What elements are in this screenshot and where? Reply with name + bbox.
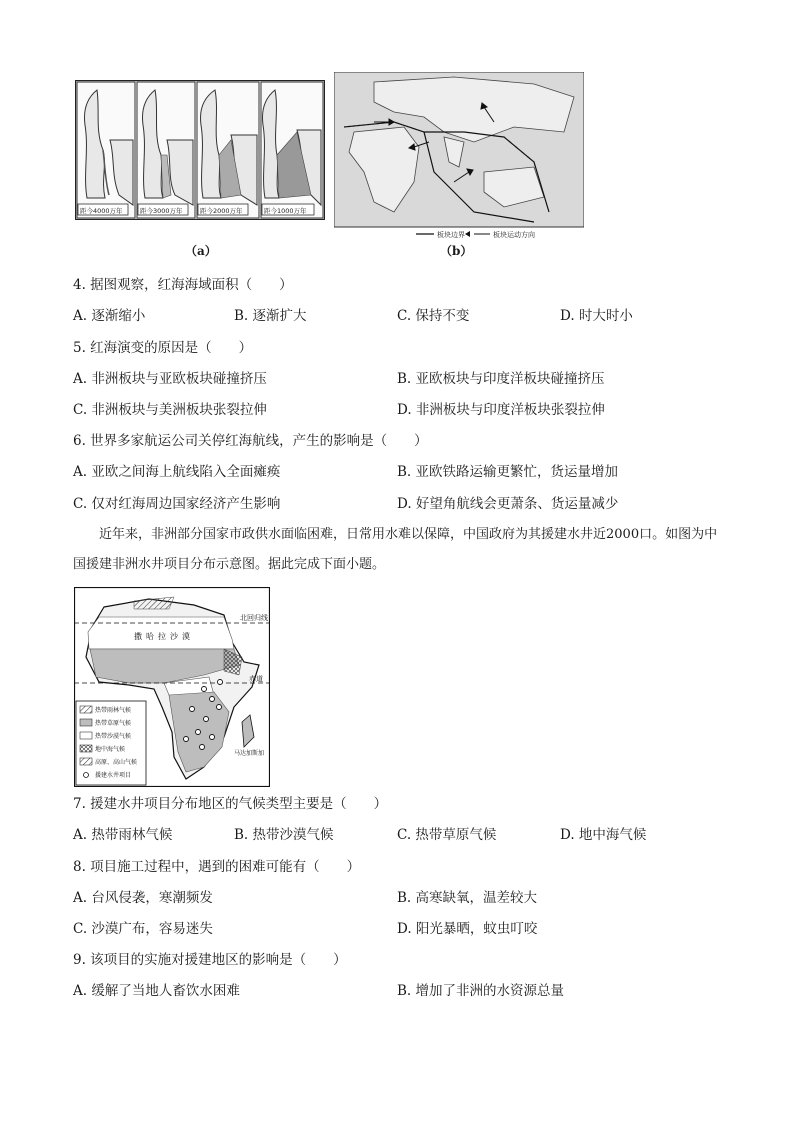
question-4-option-d[interactable]: D. 时大时小 <box>560 308 633 324</box>
question-6-stem: 6. 世界多家航运公司关停红海航线，产生的影响是（ ） <box>73 433 428 449</box>
question-5-stem: 5. 红海演变的原因是（ ） <box>73 340 253 356</box>
legend-water-well: 援建水井项目 <box>95 772 132 779</box>
question-5-option-d[interactable]: D. 非洲板块与印度洋板块张裂拉伸 <box>397 402 605 418</box>
question-7-option-c[interactable]: C. 热带草原气候 <box>397 827 497 843</box>
question-5-option-a[interactable]: A. 非洲板块与亚欧板块碰撞挤压 <box>73 371 267 387</box>
question-9-stem: 9. 该项目的实施对援建地区的影响是（ ） <box>73 952 347 968</box>
panel-1-label: 距今4000万年 <box>80 207 123 215</box>
question-7-stem: 7. 援建水井项目分布地区的气候类型主要是（ ） <box>73 796 388 812</box>
panel-2-label: 距今3000万年 <box>140 207 183 215</box>
legend-mediterranean: 地中海气候 <box>95 746 126 753</box>
africa-legend <box>76 701 146 785</box>
legend-rainforest: 热带雨林气候 <box>95 707 132 714</box>
question-6-option-b[interactable]: B. 亚欧铁路运输更繁忙，货运量增加 <box>397 464 619 480</box>
fig-b-legend <box>416 230 535 239</box>
panel-3 <box>197 82 259 218</box>
legend-plate-boundary: 板块边界 <box>437 231 465 239</box>
question-4-stem: 4. 据图观察，红海海域面积（ ） <box>73 277 293 293</box>
question-7-option-d[interactable]: D. 地中海气候 <box>560 827 647 843</box>
question-9-option-a[interactable]: A. 缓解了当地人畜饮水困难 <box>73 983 240 999</box>
panel-2 <box>137 82 195 218</box>
panel-4 <box>261 82 323 218</box>
equator-label: 赤道 <box>249 675 263 683</box>
question-4-option-a[interactable]: A. 逐渐缩小 <box>73 308 146 324</box>
panel-4-label: 距今1000万年 <box>264 207 307 215</box>
legend-desert: 热带沙漠气候 <box>95 733 132 740</box>
figure-a-red-sea-evolution <box>75 80 325 220</box>
question-5-option-b[interactable]: B. 亚欧板块与印度洋板块碰撞挤压 <box>397 371 605 387</box>
madagascar-label: 马达加斯加 <box>234 750 265 757</box>
passage-water-wells: 近年来，非洲部分国家市政供水面临困难，日常用水难以保障，中国政府为其援建水井近2000口。如图为中国援建非洲水井项目分布示意图。据此完成下面小题。 <box>73 527 718 572</box>
legend-highland: 高原、高山气候 <box>95 759 138 766</box>
figure-b-caption: （b） <box>440 244 473 258</box>
figure-a-caption: （a） <box>185 244 217 258</box>
legend-savanna: 热带草原气候 <box>95 720 132 727</box>
question-8-option-d[interactable]: D. 阳光暴晒，蚊虫叮咬 <box>397 921 538 937</box>
question-6-option-d[interactable]: D. 好望角航线会更萧条、货运量减少 <box>397 496 619 512</box>
question-8-option-a[interactable]: A. 台风侵袭，寒潮频发 <box>73 890 213 906</box>
question-8-option-b[interactable]: B. 高寒缺氧，温差较大 <box>397 890 538 906</box>
question-4-option-b[interactable]: B. 逐渐扩大 <box>234 308 307 324</box>
question-9-option-b[interactable]: B. 增加了非洲的水资源总量 <box>397 983 565 999</box>
tropic-of-cancer-label: 北回归线 <box>240 614 268 622</box>
figure-africa-water-wells-map <box>74 587 270 787</box>
question-8-stem: 8. 项目施工过程中，遇到的困难可能有（ ） <box>73 859 361 875</box>
question-7-option-a[interactable]: A. 热带雨林气候 <box>73 827 173 843</box>
question-7-option-b[interactable]: B. 热带沙漠气候 <box>234 827 334 843</box>
question-6-option-c[interactable]: C. 仅对红海周边国家经济产生影响 <box>73 496 281 512</box>
question-8-option-c[interactable]: C. 沙漠广布，容易迷失 <box>73 921 213 937</box>
question-6-option-a[interactable]: A. 亚欧之间海上航线陷入全面瘫痪 <box>73 464 281 480</box>
question-4-option-c[interactable]: C. 保持不变 <box>397 308 470 324</box>
legend-plate-motion: 板块运动方向 <box>493 231 535 239</box>
panel-3-label: 距今2000万年 <box>200 207 243 215</box>
desert-label: 撒哈拉沙漠 <box>134 632 194 641</box>
panel-1 <box>77 82 135 218</box>
figure-b-plate-map <box>334 72 584 242</box>
question-5-option-c[interactable]: C. 非洲板块与美洲板块张裂拉伸 <box>73 402 267 418</box>
